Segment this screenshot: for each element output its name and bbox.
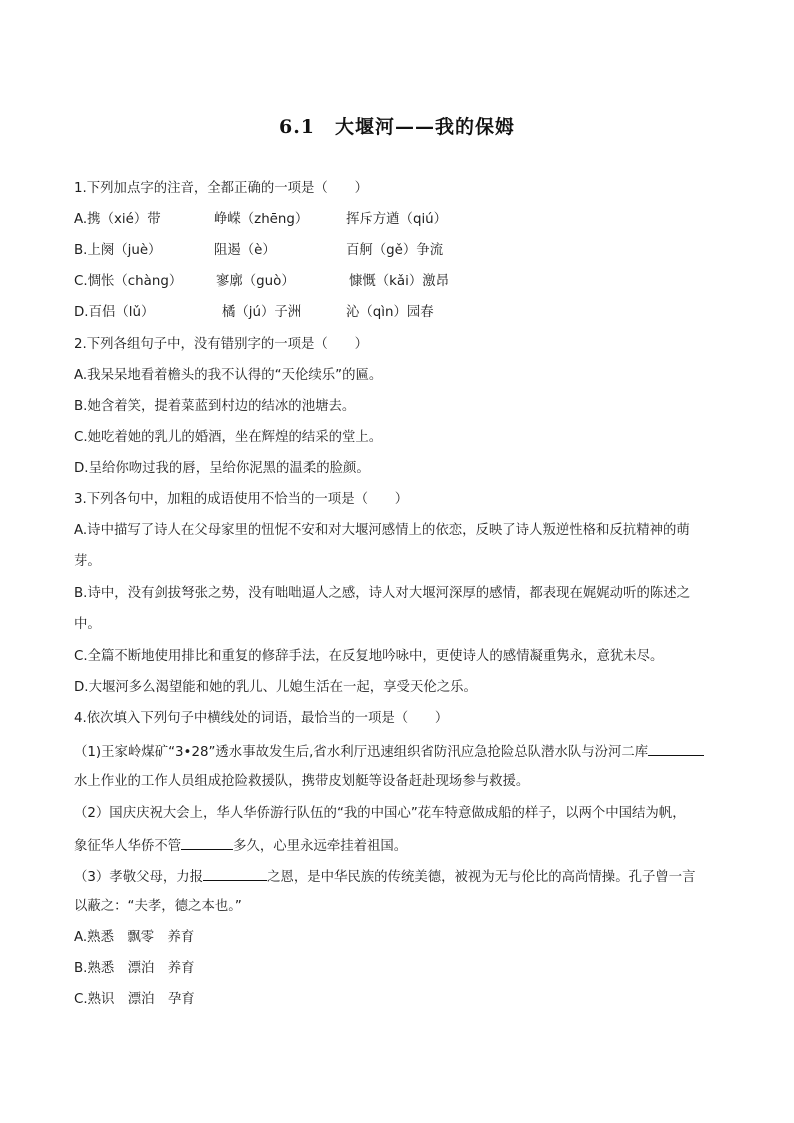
question-2-option-d: D.呈给你吻过我的唇，呈给你泥黑的温柔的脸颜。 [74,461,370,476]
question-3-option-b-line-1: B.诗中，没有剑拔弩张之势，没有咄咄逼人之感，诗人对大堰河深厚的感情，都表现在娓娓动听的陈述之 [74,586,691,601]
question-2-option-c: C.她吃着她的乳儿的婚酒，坐在辉煌的结采的堂上。 [74,430,383,445]
question-4-sentence-2-line-2 [74,836,407,856]
row-b-col-2: 阻遏（è） [214,243,276,258]
question-4-option-a: A.熟悉 飘零 养育 [74,930,195,945]
question-4-stem: 4.依次填入下列句子中横线处的词语，最恰当的一项是（ ） [74,711,449,726]
question-3-option-b-line-2: 中。 [74,617,101,632]
page-title: 6.1 大堰河——我的保姆 [278,116,516,138]
question-4-sentence-3-line-2: 以蔽之：“夫孝，德之本也。” [74,899,242,914]
question-2-option-a: A.我呆呆地看着檐头的我不认得的“天伦续乐”的匾。 [74,368,383,383]
question-4-sentence-1-line-2: 水上作业的工作人员组成抢险救援队，携带皮划艇等设备赶赴现场参与救援。 [74,774,530,789]
question-3-option-c: C.全篇不断地使用排比和重复的修辞手法，在反复地吟咏中，更使诗人的感情凝重隽永，意犹未尽。 [74,649,664,664]
row-b-col-3: 百舸（gě）争流 [346,243,444,258]
question-4-sentence-3-line-1 [74,867,696,887]
question-3-option-a-line-1: A.诗中描写了诗人在父母家里的忸怩不安和对大堰河感情上的依恋，反映了诗人叛逆性格和反抗精神的萌 [74,523,690,538]
question-4-option-c: C.熟识 漂泊 孕育 [74,992,195,1007]
row-a-col-3: 挥斥方遒（qiú） [346,212,448,227]
row-d-col-2: 橘（jú）子洲 [222,305,302,320]
sentence-1-text: （1)王家岭煤矿“3•28”透水事故发生后,省水利厅迅速组织省防汛应急抢险总队潜水队与汾河二库 [74,745,649,760]
row-c-col-2: 寥廓（guò） [216,274,295,289]
fill-in-blank-2 [181,836,233,850]
row-c-col-3: 慷慨（kǎi）激昂 [349,274,450,289]
fill-in-blank-3 [203,867,267,881]
question-4-sentence-1-line-1 [74,742,704,762]
question-3-stem: 3.下列各句中，加粗的成语使用不恰当的一项是（ ） [74,492,409,507]
question-2-stem: 2.下列各组句子中，没有错别字的一项是（ ） [74,337,368,352]
sentence-2-text-after: 多久，心里永远牵挂着祖国。 [233,839,408,854]
row-a-col-2: 峥嵘（zhēng） [214,212,309,227]
sentence-3-text-after: 之恩，是中华民族的传统美德，被视为无与伦比的高尚情操。孔子曾一言 [267,870,696,885]
sentence-2-text-before: 象征华人华侨不管 [74,839,182,854]
fill-in-blank-1 [648,742,704,756]
row-d-col-3: 沁（qìn）园春 [346,305,434,320]
row-b-col-1: B.上阕（juè） [74,243,162,258]
row-d-col-1: D.百侣（lǔ） [74,305,155,320]
question-3-option-a-line-2: 芽。 [74,554,101,569]
row-c-col-1: C.惆怅（chàng） [74,274,183,289]
row-a-col-1: A.携（xié）带 [74,212,161,227]
question-3-option-d: D.大堰河多么渴望能和她的乳儿、儿媳生活在一起，享受天伦之乐。 [74,680,477,695]
question-1-stem: 1.下列加点字的注音，全都正确的一项是（ ） [74,181,368,196]
sentence-3-text-before: （3）孝敬父母，力报 [74,870,204,885]
question-4-option-b: B.熟悉 漂泊 养育 [74,961,195,976]
question-2-option-b: B.她含着笑，提着菜蓝到村边的结冰的池塘去。 [74,399,356,414]
question-4-sentence-2-line-1: （2）国庆庆祝大会上，华人华侨游行队伍的“我的中国心”花车特意做成船的样子，以两个中国结为帆， [74,806,686,821]
